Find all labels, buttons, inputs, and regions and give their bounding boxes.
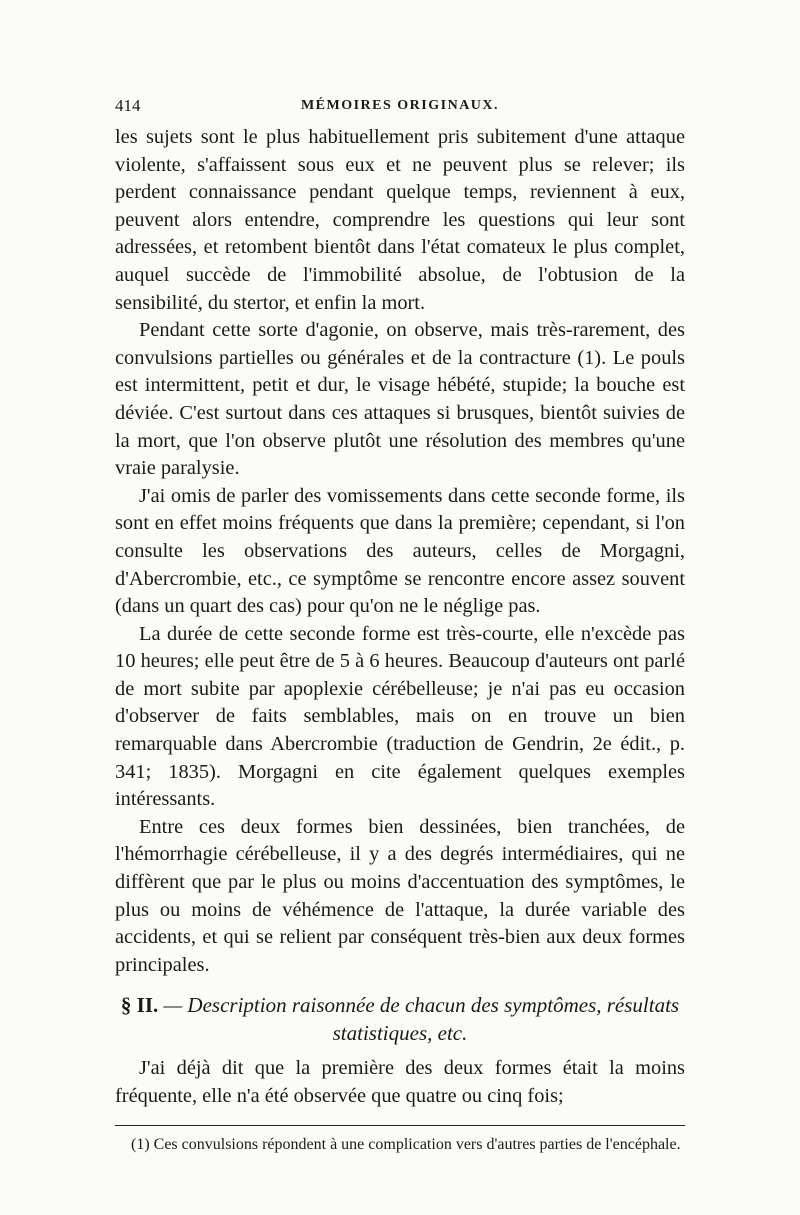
paragraph-4: La durée de cette seconde forme est très-courte, elle n'excède pas 10 heures; elle peut être de 5 à 6 heures. Beaucoup d'auteurs ont parlé de mort subite par apoplexie cérébelleuse; je n'ai pas eu occasion d'observer de faits semblables, mais on en trouve un bien remarquable dans Abercrombie (traduction de Gendrin, 2e édit., p. 341; 1835). Morgagni en cite également quelques exemples intéressants. [115,622,685,811]
paragraph-5: Entre ces deux formes bien dessinées, bien tranchées, de l'hémorrhagie cérébelleuse, il y a des degrés intermédiaires, qui ne diffèrent que par le plus ou moins d'accentuation des symptômes, le plus ou moins de véhémence de l'attaque, la durée variable des accidents, et qui se relient par conséquent très-bien aux deux formes principales. [115,815,685,976]
section-title: — Description raisonnée de chacun des symptômes, résultats statistiques, etc. [163,993,680,1046]
paragraph-6: J'ai déjà dit que la première des deux formes était la moins fréquente, elle n'a été observée que quatre ou cinq fois; [115,1057,685,1107]
page-number: 414 [115,96,141,115]
footnote: (1) Ces convulsions répondent à une complication vers d'autres parties de l'encéphale. [131,1136,681,1154]
running-head [115,96,685,124]
paragraph-1: les sujets sont le plus habituellement pris subitement d'une attaque violente, s'affaissent sous eux et ne peuvent plus se relever; ils perdent connaissance pendant quelque temps, reviennent à eux, peuvent alors entendre, comprendre les questions qui leur sont adressées, et retombent bientôt dans l'état comateux le plus complet, auquel succède de l'immobilité absolue, de l'obtusion de la sensibilité, du stertor, et enfin la mort. [115,126,685,314]
running-title: MÉMOIRES ORIGINAUX. [300,98,500,113]
paragraph-2: Pendant cette sorte d'agonie, on observe, mais très-rarement, des convulsions partielles ou générales et de la contracture (1). Le pouls est intermittent, petit et dur, le visage hébété, stupide; la bouche est déviée. C'est surtout dans ces attaques si brusques, bientôt suivies de la mort, que l'on observe plutôt une résolution des membres qu'une vraie paralysie. [115,319,685,480]
page [115,96,685,1156]
section-heading [115,991,685,1047]
section-number: § II. [120,993,159,1018]
paragraph-3: J'ai omis de parler des vomissements dans cette seconde forme, ils sont en effet moins fréquents que dans la première; cependant, si l'on consulte les observations des auteurs, celles de Morgagni, d'Abercrombie, etc., ce symptôme se rencontre encore assez souvent (dans un quart des cas) pour qu'on ne le néglige pas. [115,484,685,618]
footnote-rule [115,1125,685,1127]
